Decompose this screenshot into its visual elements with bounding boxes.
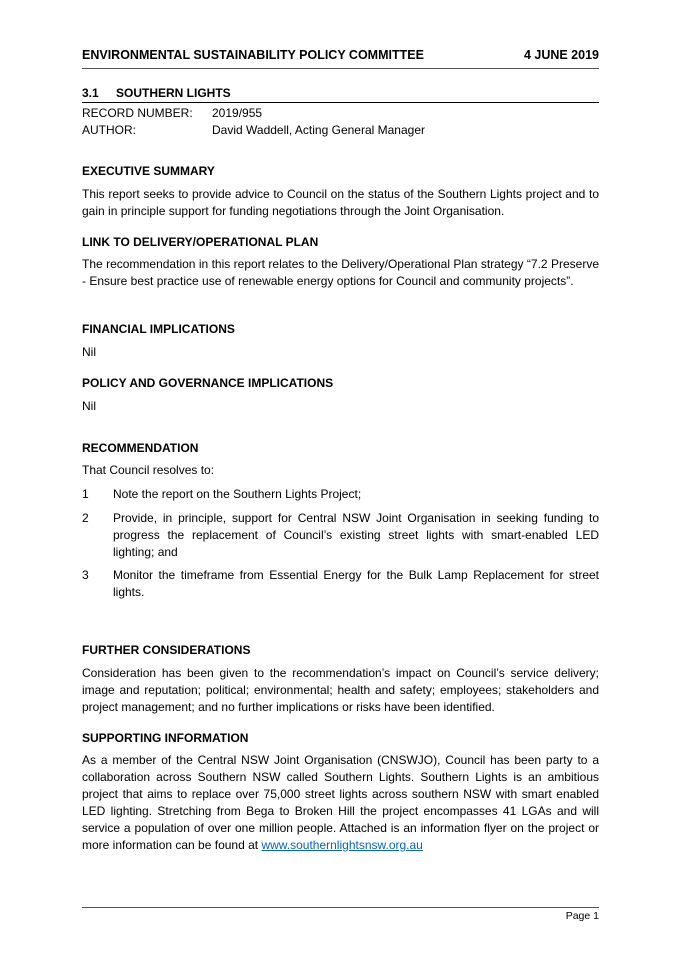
financial-implications-heading: FINANCIAL IMPLICATIONS bbox=[82, 322, 235, 336]
record-number-value: 2019/955 bbox=[212, 106, 263, 120]
document-page bbox=[82, 0, 599, 962]
policy-governance-text: Nil bbox=[82, 399, 96, 413]
southern-lights-website-link[interactable]: www.southernlightsnsw.org.au bbox=[261, 838, 423, 852]
meeting-date: 4 JUNE 2019 bbox=[523, 48, 599, 62]
executive-summary-heading: EXECUTIVE SUMMARY bbox=[82, 164, 215, 178]
link-to-plan-heading: LINK TO DELIVERY/OPERATIONAL PLAN bbox=[82, 235, 319, 249]
record-number-label: RECORD NUMBER: bbox=[82, 106, 193, 120]
committee-name: ENVIRONMENTAL SUSTAINABILITY POLICY COMMITTEE bbox=[82, 48, 424, 62]
recommendation-intro: That Council resolves to: bbox=[82, 463, 215, 477]
author-value: David Waddell, Acting General Manager bbox=[212, 123, 425, 137]
link-to-plan-text: The recommendation in this report relates to the Delivery/Operational Plan strategy “7.2 Preserve - Ensure best practice use of renewable energy options for Council and community projects”. bbox=[82, 257, 599, 288]
supporting-information-body: As a member of the Central NSW Joint Organisation (CNSWJO), Council has been party to a collaboration across Southern NSW called Southern Lights. Southern Lights is an ambitious project that aims to replace over 75,000 street lights across southern NSW with smart enabled LED lighting. Stretching from Bega to Broken Hill the project encompasses 41 LGAs and will service a population of over one million people. Attached is an information flyer on the project or more information can be found at bbox=[82, 753, 599, 852]
recommendation-item bbox=[82, 567, 599, 601]
item-title-text: SOUTHERN LIGHTS bbox=[116, 86, 231, 100]
recommendation-item bbox=[82, 510, 599, 561]
further-considerations-text: Consideration has been given to the recommendation’s impact on Council’s service delivery; image and reputation; political; environmental; health and safety; employees; stakeholders and project management; and no further implications or risks have been identified. bbox=[82, 666, 599, 714]
recommendation-item-number: 3 bbox=[82, 568, 89, 582]
footer-rule bbox=[82, 907, 599, 908]
recommendation-item-text: Note the report on the Southern Lights Project; bbox=[113, 487, 362, 501]
recommendation-item-text: Monitor the timeframe from Essential Energy for the Bulk Lamp Replacement for street lights. bbox=[113, 568, 599, 599]
recommendation-heading: RECOMMENDATION bbox=[82, 441, 199, 455]
recommendation-item-text: Provide, in principle, support for Central NSW Joint Organisation in seeking funding to progress the replacement of Council’s existing street lights with smart-enabled LED lighting; and bbox=[113, 511, 599, 559]
supporting-information-text bbox=[82, 752, 599, 854]
item-title bbox=[82, 86, 599, 103]
financial-implications-text: Nil bbox=[82, 345, 96, 359]
supporting-information-heading: SUPPORTING INFORMATION bbox=[82, 731, 249, 745]
page-number: Page 1 bbox=[565, 910, 599, 922]
header-rule bbox=[82, 68, 599, 69]
further-considerations-heading: FURTHER CONSIDERATIONS bbox=[82, 643, 251, 657]
recommendation-item-number: 1 bbox=[82, 487, 89, 501]
record-number-row bbox=[82, 106, 262, 120]
item-number: 3.1 bbox=[82, 86, 99, 100]
executive-summary-text: This report seeks to provide advice to Council on the status of the Southern Lights project and to gain in principle support for funding negotiations through the Joint Organisation. bbox=[82, 187, 599, 218]
recommendation-item bbox=[82, 486, 599, 503]
author-label: AUTHOR: bbox=[82, 123, 136, 137]
author-row bbox=[82, 123, 425, 137]
recommendation-item-number: 2 bbox=[82, 511, 89, 525]
policy-governance-heading: POLICY AND GOVERNANCE IMPLICATIONS bbox=[82, 376, 334, 390]
